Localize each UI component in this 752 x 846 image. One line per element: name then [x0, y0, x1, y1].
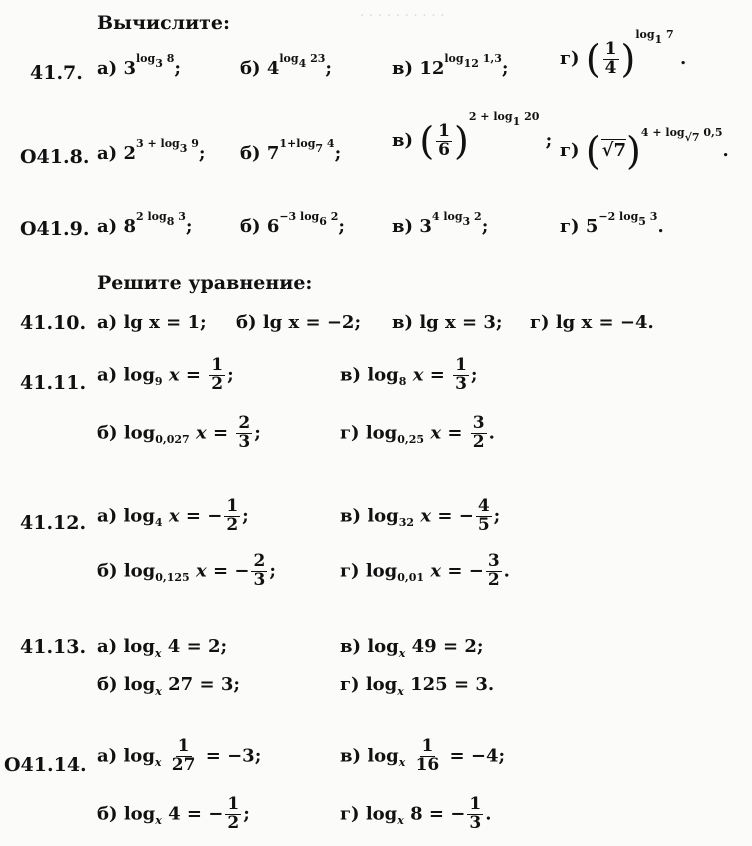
expr-41-12-b: б) $\log_{0,125} x$ = − $\frac{2}{3}$ ; [97, 551, 276, 590]
heading-calculate: Вычислите: [97, 12, 231, 34]
expr-41-13-a: а) $\log_x 4 = 2$; [97, 636, 228, 660]
expr-41-13-b: б) $\log_x 27 = 3$; [97, 674, 240, 698]
expr-41-7-b: б) $4^{log_4 23}$; [240, 52, 333, 79]
expr-41-8-g: г) $(√7)^{4 + log_{√7} 0,5}$. [560, 126, 729, 173]
expr-41-11-g: г) $\log_{0,25} x$ = $\frac{3}{2}$ . [340, 413, 495, 452]
expr-41-10-b: б) lg x = −2; [236, 312, 362, 333]
problem-number: 41.11. [20, 372, 87, 394]
expr-41-12-v: в) $\log_{32} x$ = − $\frac{4}{5}$ ; [340, 496, 501, 535]
expr-41-10-v: в) lg x = 3; [392, 312, 503, 333]
expr-41-13-v: в) $\log_x 49 = 2$; [340, 636, 484, 660]
expr-41-8-a: а) $2^{3 + log_3 9}$; [97, 137, 206, 164]
heading-solve-equation: Решите уравнение: [97, 272, 313, 294]
expr-41-7-g: г) ( $\frac{1}{4}$ )$^{log_1 7}$ . [560, 28, 687, 81]
expr-41-9-g: г) $5^{-2 log_5 3}$. [560, 210, 664, 237]
problem-number: 41.10. [20, 312, 87, 334]
expr-41-9-a: а) $8^{2 log_8 3}$; [97, 210, 193, 237]
expr-41-7-a: а) $3^{log_3 8}$; [97, 52, 182, 79]
expr-41-9-v: в) $3^{4 log_3 2}$; [392, 210, 489, 237]
expr-41-14-a: а) $\log_x$ $\frac{1}{27}$ = −3; [97, 736, 262, 775]
problem-number: 41.13. [20, 636, 87, 658]
expr-41-12-a: а) $\log_4 x$ = − $\frac{1}{2}$ ; [97, 496, 249, 535]
expr-41-14-b: б) $\log_x 4$ = − $\frac{1}{2}$ ; [97, 794, 250, 833]
expr-41-9-b: б) $6^{-3 log_6 2}$; [240, 210, 346, 237]
expr-41-10-a: а) lg x = 1; [97, 312, 207, 333]
expr-41-11-v: в) $\log_8 x$ = $\frac{1}{3}$ ; [340, 355, 478, 394]
problem-number: О41.8. [20, 146, 90, 168]
expr-41-12-g: г) $\log_{0,01} x$ = − $\frac{3}{2}$ . [340, 551, 510, 590]
expr-41-8-v: в) ( $\frac{1}{6}$ )$^{2 + log_1 20}$ ; [392, 110, 553, 163]
expr-41-11-a: а) $\log_9 x$ = $\frac{1}{2}$ ; [97, 355, 234, 394]
problem-number: О41.9. [20, 218, 90, 240]
expr-41-10-g: г) lg x = −4. [530, 312, 654, 333]
problem-number: О41.14. [4, 754, 87, 776]
expr-41-13-g: г) $\log_x 125 = 3$. [340, 674, 495, 698]
expr-41-14-v: в) $\log_x$ $\frac{1}{16}$ = −4; [340, 736, 506, 775]
expr-41-7-v: в) $12^{log_{12} 1,3}$; [392, 52, 509, 79]
bleed-through-text: . . . . . . . . . . [360, 4, 445, 20]
expr-41-14-g: г) $\log_x 8$ = − $\frac{1}{3}$ . [340, 794, 492, 833]
problem-number: 41.12. [20, 512, 87, 534]
problem-number: 41.7. [30, 62, 83, 84]
expr-41-8-b: б) $7^{1+log_7 4}$; [240, 137, 342, 164]
expr-41-11-b: б) $\log_{0,027} x$ = $\frac{2}{3}$ ; [97, 413, 261, 452]
